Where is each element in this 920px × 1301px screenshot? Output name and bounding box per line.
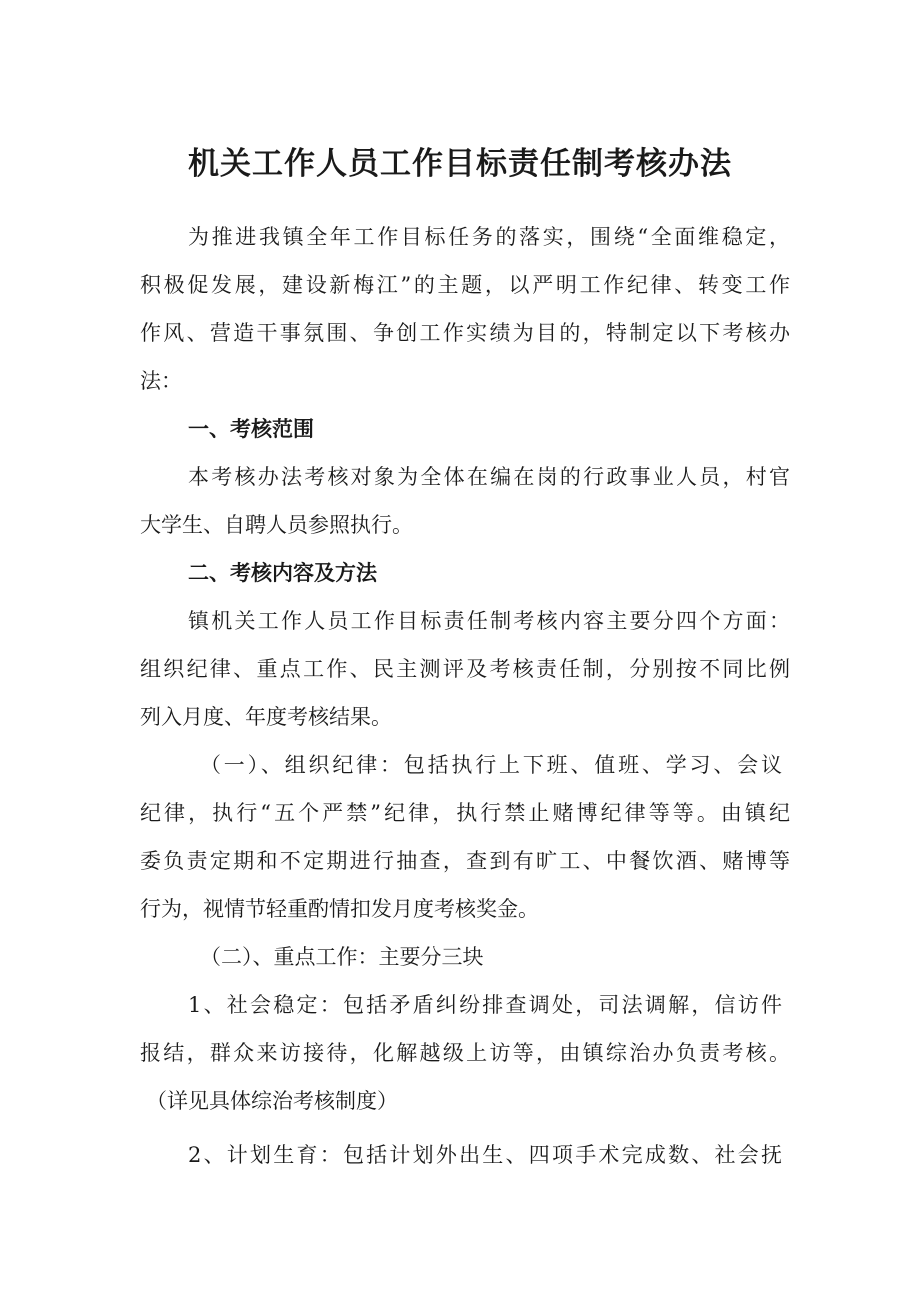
paragraph-line: 2、计划生育：包括计划外出生、四项手术完成数、社会抚 [188,1143,782,1167]
section-heading: 一、考核范围 [188,417,314,441]
paragraph-line: 作风、营造干事氛围、争创工作实绩为目的，特制定以下考核办 [140,321,790,345]
paragraph-line: （一）、组织纪律：包括执行上下班、值班、学习、会议 [200,753,782,777]
document-title: 机关工作人员工作目标责任制考核办法 [188,146,732,182]
section-heading: 二、考核内容及方法 [188,561,377,585]
paragraph-line: 积极促发展，建设新梅江”的主题，以严明工作纪律、转变工作 [140,273,790,297]
paragraph-line: （详见具体综治考核制度） [146,1089,398,1113]
paragraph-line: 为推进我镇全年工作目标任务的落实，围绕“全面维稳定， [188,225,790,249]
paragraph-line: 报结，群众来访接待，化解越级上访等，由镇综治办负责考核。 [140,1041,790,1065]
paragraph-line: 法： [140,369,182,393]
paragraph-line: 行为，视情节轻重酌情扣发月度考核奖金。 [140,897,539,921]
paragraph-line: （二）、重点工作：主要分三块 [200,945,484,969]
paragraph-line: 组织纪律、重点工作、民主测评及考核责任制，分别按不同比例 [140,657,790,681]
paragraph-line: 列入月度、年度考核结果。 [140,705,392,729]
paragraph-line: 1、社会稳定：包括矛盾纠纷排查调处，司法调解，信访件 [188,993,782,1017]
paragraph-line: 委负责定期和不定期进行抽查，查到有旷工、中餐饮酒、赌博等 [140,849,790,873]
paragraph-line: 镇机关工作人员工作目标责任制考核内容主要分四个方面： [188,609,790,633]
paragraph-line: 大学生、自聘人员参照执行。 [140,513,413,537]
paragraph-line: 纪律，执行“五个严禁”纪律，执行禁止赌博纪律等等。由镇纪 [140,801,790,825]
paragraph-line: 本考核办法考核对象为全体在编在岗的行政事业人员，村官 [188,465,790,489]
